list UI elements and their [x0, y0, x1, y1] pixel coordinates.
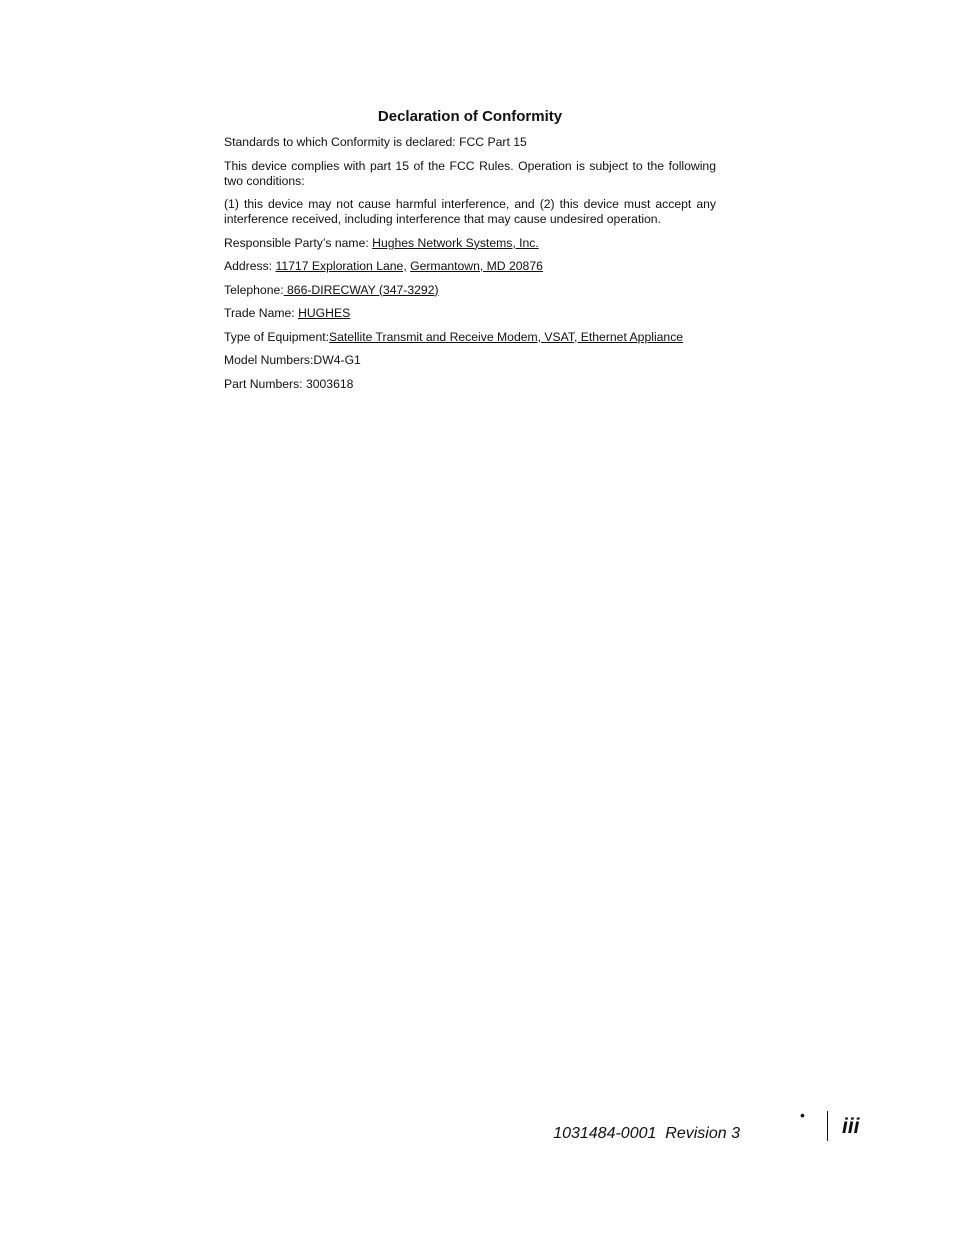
- footer-bullet-icon: •: [800, 1107, 805, 1123]
- standards-label: Standards to which Conformity is declared:: [224, 135, 460, 149]
- equipment-type-value: Satellite Transmit and Receive Modem, VSAT, Ethernet Appliance: [329, 329, 684, 344]
- trade-name-label: Trade Name:: [224, 306, 299, 320]
- telephone-label: Telephone:: [224, 282, 284, 297]
- responsible-party-label: Responsible Party’s name:: [224, 235, 373, 250]
- footer-revision: Revision 3: [665, 1125, 740, 1142]
- footer-divider: [827, 1111, 828, 1141]
- standards-value: FCC Part 15: [459, 135, 527, 149]
- model-numbers-line: [224, 353, 716, 368]
- responsible-party-line: [224, 236, 716, 251]
- part-numbers-value: 3003618: [305, 376, 354, 391]
- telephone-value: 866-DIRECWAY (347-3292): [283, 282, 439, 297]
- responsible-party-value: Hughes Network Systems, Inc.: [372, 235, 539, 250]
- equipment-type-label: Type of Equipment:: [224, 329, 330, 344]
- telephone-line: [224, 283, 716, 298]
- trade-name-line: [224, 306, 716, 321]
- address-city: Germantown, MD 20876: [410, 259, 543, 273]
- trade-name-value: HUGHES: [298, 306, 351, 320]
- standards-line: [224, 135, 716, 150]
- compliance-paragraph: This device complies with part 15 of the FCC Rules. Operation is subject to the following two conditions:: [224, 158, 716, 188]
- part-numbers-label: Part Numbers:: [224, 376, 306, 391]
- part-numbers-line: [224, 377, 716, 392]
- address-label: Address:: [224, 259, 276, 273]
- conditions-paragraph: (1) this device may not cause harmful interference, and (2) this device must accept any interference received, including interference that may cause undesired operation.: [224, 197, 716, 226]
- declaration-content: [224, 108, 716, 400]
- equipment-type-line: [224, 330, 716, 345]
- page-number: iii: [842, 1115, 860, 1138]
- footer-doc-info: [553, 1125, 740, 1143]
- page-title: Declaration of Conformity: [377, 108, 563, 125]
- model-numbers-value: DW4-G1: [313, 353, 361, 367]
- model-numbers-label: Model Numbers:: [224, 353, 314, 367]
- page-footer: [553, 1107, 880, 1148]
- address-street: 11717 Exploration Lane,: [275, 259, 407, 273]
- address-line: [224, 259, 716, 274]
- footer-doc-number: 1031484-0001: [553, 1125, 657, 1142]
